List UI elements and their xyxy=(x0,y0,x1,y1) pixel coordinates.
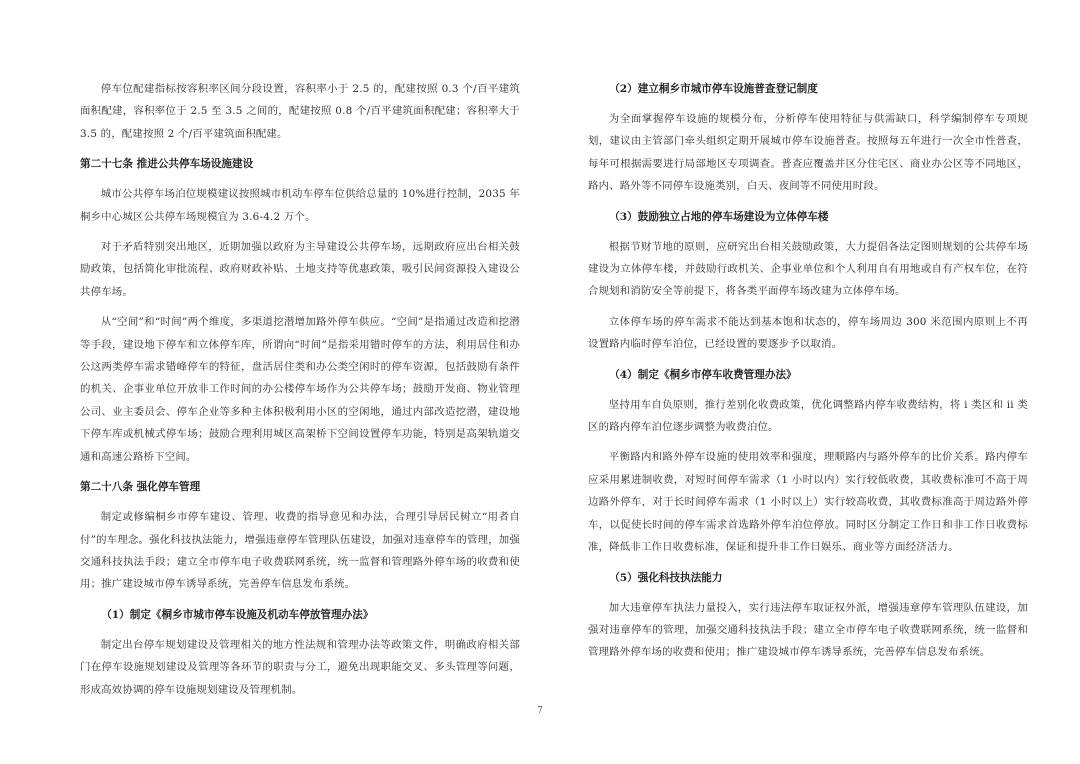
page-number: 7 xyxy=(537,706,543,716)
subsection-1-heading: （1）制定《桐乡市城市停车设施及机动车停放管理办法》 xyxy=(101,608,374,621)
subsection-5-paragraph: 加大违章停车执法力量投入，实行违法停车取证权外派，增强违章停车管理队伍建设，加强对违章停车的管理，加强交通科技执法手段；建立全市停车电子收费联网系统，统一监督和管理路外停车场的收费和使用；推广建设城市停车诱导系统，完善停车信息发布系统。 xyxy=(588,601,1028,659)
article-27-paragraph-2: 对于矛盾特别突出地区，近期加强以政府为主导建设公共停车场，远期政府应出台相关鼓励政策，包括简化审批流程、政府财政补贴、土地支持等优惠政策，吸引民间资源投入建设公共停车场。 xyxy=(80,241,520,298)
left-column xyxy=(80,78,520,709)
article-27-paragraph-3: 从“空间”和“时间”两个维度，多渠道挖潜增加路外停车供应。“空间”是指通过改造和挖潜等手段，建设地下停车和立体停车库，所谓向“时间”是指采用错时停车的方法，利用居住和办公这两类停车需求错峰停车的特征，盘活居住类和办公类空闲时的停车资源，包括鼓励有条件的机关、企事业单位开放非工作时间的办公楼停车场作为公共停车场；鼓励开发商、物业管理公司、业主委员会、停车企业等多种主体积极利用小区的空闲地，通过内部改造挖潜，建设地下停车库或机械式停车场；鼓励合理利用城区高架桥下空间设置停车功能，特别是高架轨道交通和高速公路桥下空间。 xyxy=(80,316,520,463)
article-28-heading: 第二十八条 强化停车管理 xyxy=(80,481,201,494)
subsection-3-paragraph-2: 立体停车场的停车需求不能达到基本饱和状态的，停车场周边 300 米范围内原则上不再设置路内临时停车泊位，已经设置的要逐步予以取消。 xyxy=(588,315,1028,351)
article-28-paragraph-1: 制定或修编桐乡市停车建设、管理、收费的指导意见和办法，合理引导居民树立“用者自付”的车理念。强化科技执法能力，增强违章停车管理队伍建设，加强对违章停车的管理，加强交通科技执法手段；建立全市停车电子收费联网系统，统一监督和管理路外停车场的收费和使用；推广建设城市停车诱导系统，完善停车信息发布系统。 xyxy=(80,511,520,591)
subsection-3-heading: （3）鼓励独立占地的停车场建设为立体停车楼 xyxy=(609,210,829,223)
article-27-heading: 第二十七条 推进公共停车场设施建设 xyxy=(80,158,254,171)
right-column xyxy=(588,78,1028,672)
subsection-3-paragraph-1: 根据节财节地的原则，应研究出台相关鼓励政策，大力提倡各法定图则规划的公共停车场建设为立体停车楼，并鼓励行政机关、企事业单位和个人利用自有用地或自有产权车位，在符合规划和消防安全等前提下，将各类平面停车场改建为立体停车场。 xyxy=(588,240,1028,298)
subsection-4-heading: （4）制定《桐乡市停车收费管理办法》 xyxy=(609,368,797,381)
article-27-paragraph-1: 城市公共停车场泊位规模建议按照城市机动车停车位供给总量的 10%进行控制，2035 年桐乡中心城区公共停车场规模宜为 3.6-4.2 万个。 xyxy=(80,188,520,223)
subsection-1-paragraph: 制定出台停车规划建设及管理相关的地方性法规和管理办法等政策文件，明确政府相关部门在停车设施规划建设及管理等各环节的职责与分工，避免出现职能交叉、多头管理等问题，形成高效协调的停车设施规划建设及管理机制。 xyxy=(80,638,520,696)
subsection-5-heading: （5）强化科技执法能力 xyxy=(609,571,723,584)
subsection-4-paragraph-2: 平衡路内和路外停车设施的使用效率和强度，理顺路内与路外停车的比价关系。路内停车应采用累进制收费，对短时间停车需求（1 小时以内）实行较低收费，其收费标准可不高于周边路外停车，对于长时间停车需求（1 小时以上）实行较高收费，其收费标准高于周边路外停车，以促使长时间的停车需求首选路外停车泊位停放。同时区分制定工作日和非工作日收费标准，降低非工作日收费标准，保证和提升非工作日娱乐、商业等方面经济活力。 xyxy=(588,451,1028,554)
subsection-4-paragraph-1: 坚持用车自负原则，推行差别化收费政策，优化调整路内停车收费结构，将 i 类区和 ii 类区的路内停车泊位逐步调整为收费泊位。 xyxy=(588,398,1028,434)
subsection-2-paragraph: 为全面掌握停车设施的规模分布，分析停车使用特征与供需缺口，科学编制停车专项规划，建议由主管部门牵头组织定期开展城市停车设施普查。按照每五年进行一次全市性普查，每年可根据需要进行局部地区专项调查。普查应覆盖并区分住宅区、商业办公区等不同地区，路内、路外等不同停车设施类别，白天、夜间等不同使用时段。 xyxy=(588,113,1028,193)
subsection-2-heading: （2）建立桐乡市城市停车设施普查登记制度 xyxy=(609,83,818,95)
intro-paragraph: 停车位配建指标按容积率区间分段设置，容积率小于 2.5 的，配建按照 0.3 个/百平建筑面积配建，容积率位于 2.5 至 3.5 之间的，配建按照 0.8 个/百平建筑面积配建；容积率大于 3.5 的，配建按照 2 个/百平建筑面积配建。 xyxy=(80,83,520,140)
